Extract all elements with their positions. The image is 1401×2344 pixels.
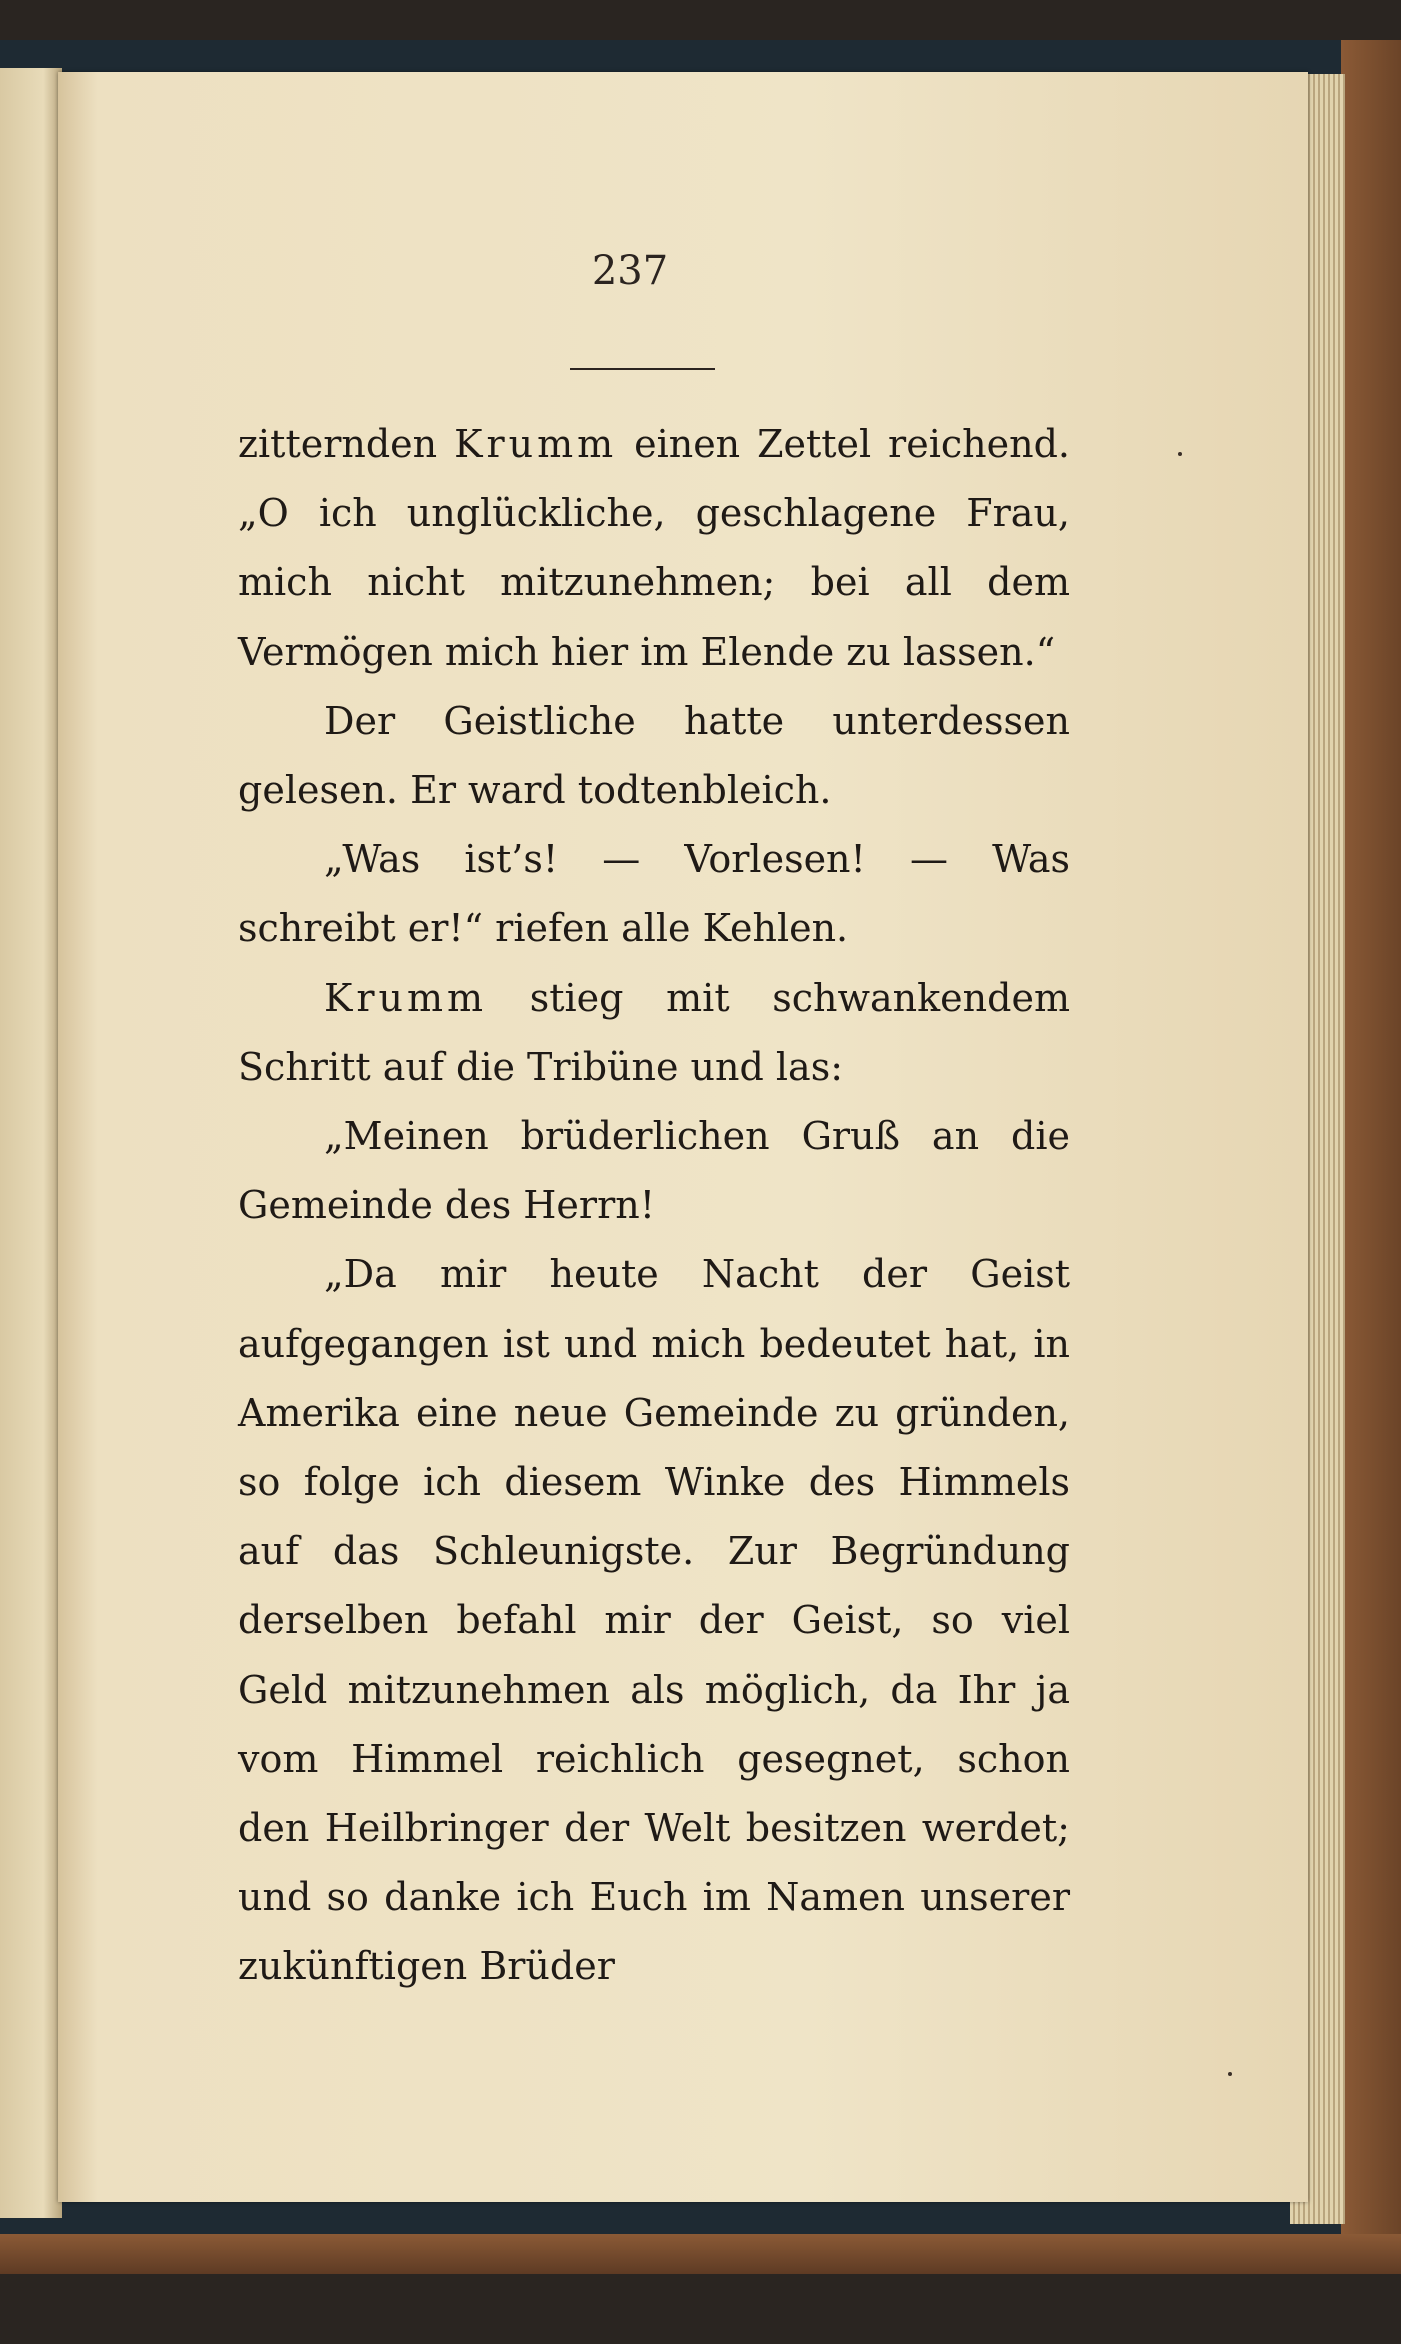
- paragraph: Der Geistliche hatte unterdessen gelesen. Er ward todtenbleich.: [238, 698, 1070, 813]
- paper-speck: [1178, 452, 1182, 456]
- paragraph: „Da mir heute Nacht der Geist aufgegangen ist und mich bedeutet hat, in Amerika eine neue Gemeinde zu gründen, so folge ich diesem Winke des Himmels auf das Schleunigste. Zur Begründung derselben befahl mir der Geist, so viel Geld mitzunehmen als möglich, da Ihr ja vom Himmel reichlich gesegnet, schon den Heilbringer der Welt besitzen werdet; und so danke ich Euch im Namen unserer zukünftigen Brüder: [238, 1252, 1070, 1989]
- text-run: stieg mit schwankendem Schritt auf die Tribüne und las:: [238, 975, 1070, 1089]
- page-number: 237: [591, 248, 669, 294]
- paragraph: „Was ist’s! — Vorlesen! — Was schreibt er!“ riefen alle Kehlen.: [238, 837, 1070, 951]
- paragraph: „Meinen brüderlichen Gruß an die Gemeinde des Herrn!: [238, 1114, 1070, 1228]
- leather-binding-bottom: [0, 2234, 1401, 2274]
- emphasized-name: Krumm: [324, 975, 488, 1020]
- text-run: einen Zettel reichend. „O ich unglückliche, geschlagene Frau, mich nicht mitzunehmen; bei all dem Vermögen mich hier im Elende zu lassen.“: [238, 422, 1070, 674]
- header-rule: [570, 368, 715, 370]
- text-run: zitternden: [238, 422, 438, 466]
- body-text: [238, 410, 1070, 2002]
- facing-page-edge: [0, 68, 62, 2218]
- paper-speck: [1228, 2072, 1232, 2076]
- leather-binding-edge: [1341, 40, 1401, 2270]
- paragraph: [238, 964, 1070, 1102]
- paragraph: [238, 410, 1070, 687]
- emphasized-name: Krumm: [454, 422, 618, 466]
